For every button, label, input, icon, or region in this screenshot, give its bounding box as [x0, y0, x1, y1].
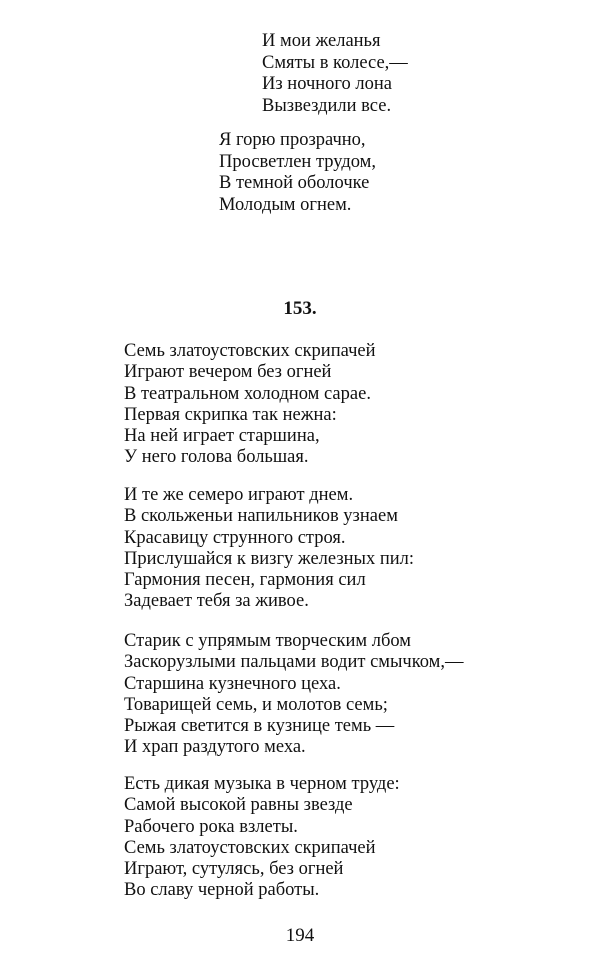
stanza-3	[124, 631, 464, 759]
poem-line: Из ночного лона	[262, 74, 393, 94]
poem-line: Есть дикая музыка в черном труде:	[124, 774, 400, 794]
poem-line: В темной оболочке	[219, 173, 370, 193]
poem-number: 153.	[283, 298, 317, 319]
poem-line: Рыжая светится в кузнице темь —	[124, 716, 395, 737]
poem-line: Смяты в колесе,—	[262, 52, 408, 73]
poem-line: Рабочего рока взлеты.	[124, 816, 298, 837]
poem-line: Семь златоустовских скрипачей	[124, 837, 376, 858]
poem-line: И мои желанья	[262, 31, 381, 51]
stanza-2	[124, 485, 414, 613]
poem-line: Заскорузлыми пальцами водит смычком,—	[124, 652, 464, 673]
poem-line: В театральном холодном сарае.	[124, 383, 371, 404]
poem-line: Гармония песен, гармония сил	[124, 570, 366, 591]
poem-line: Задевает тебя за живое.	[124, 591, 309, 612]
stanza-4	[124, 774, 400, 902]
stanza-prev-1	[262, 31, 408, 117]
poem-line: Семь златоустовских скрипачей	[124, 341, 376, 361]
poem-line: И те же семеро играют днем.	[124, 485, 354, 505]
poem-line: Вызвездили все.	[262, 95, 392, 116]
poem-line: Старик с упрямым творческим лбом	[124, 631, 411, 651]
poem-line: У него голова большая.	[124, 447, 309, 468]
poem-line: Прислушайся к визгу железных пил:	[124, 548, 415, 569]
poem-line: Молодым огнем.	[219, 194, 352, 215]
poem-line: Первая скрипка так нежна:	[124, 404, 337, 425]
poem-line: На ней играет старшина,	[124, 426, 320, 447]
poem-line: Играют, сутулясь, без огней	[124, 859, 344, 880]
poem-line: Играют вечером без огней	[124, 362, 332, 383]
stanza-prev-2	[219, 130, 376, 216]
poem-line: Я горю прозрачно,	[219, 130, 366, 150]
stanza-1	[124, 341, 376, 469]
poem-line: Старшина кузнечного цеха.	[124, 673, 341, 694]
poem-line: Во славу черной работы.	[124, 880, 320, 901]
poem-line: В скольженьи напильников узнаем	[124, 506, 398, 527]
poem-line: Товарищей семь, и молотов семь;	[124, 694, 388, 715]
poem-line: Просветлен трудом,	[219, 151, 377, 172]
page-number: 194	[285, 925, 315, 946]
poem-line: И храп раздутого меха.	[124, 737, 306, 758]
poem-line: Красавицу струнного строя.	[124, 527, 346, 548]
poem-line: Самой высокой равны звезде	[124, 795, 353, 816]
